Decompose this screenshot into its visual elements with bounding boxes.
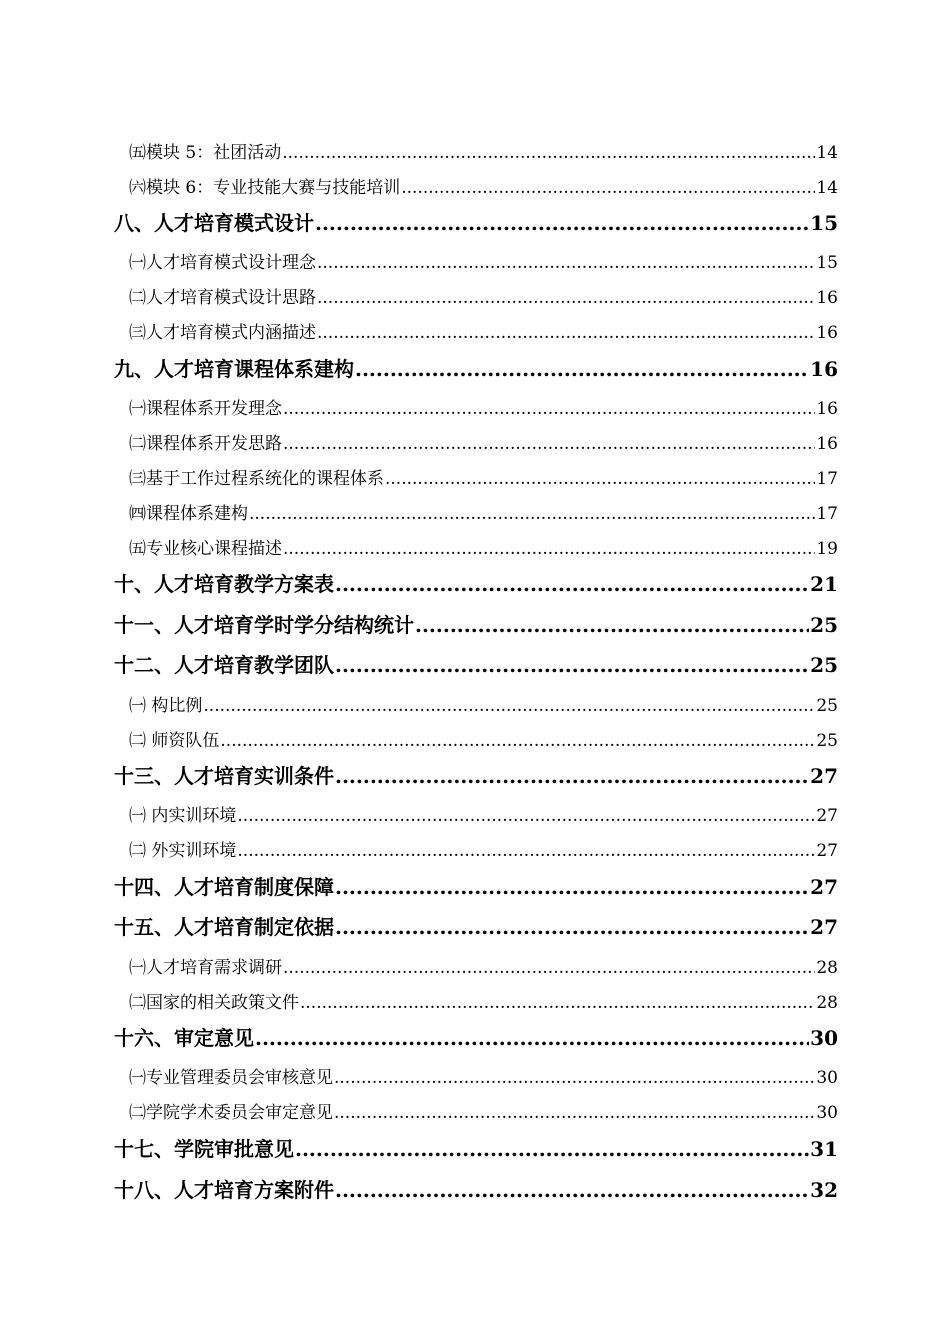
toc-entry-page: 16 bbox=[810, 357, 838, 381]
toc-entry[interactable] bbox=[129, 801, 838, 826]
toc-entry-page: 17 bbox=[816, 504, 838, 524]
toc-entry-title: 十三、人才培育实训条件 bbox=[114, 764, 334, 788]
toc-leader-dots bbox=[401, 178, 815, 198]
toc-entry-title: ㈢基于工作过程系统化的课程体系 bbox=[129, 469, 384, 489]
toc-entry-page: 16 bbox=[816, 323, 838, 343]
toc-entry-title: ㈡ 师资队伍 bbox=[129, 731, 220, 751]
toc-leader-dots bbox=[203, 696, 815, 716]
toc-entry-page: 30 bbox=[816, 1068, 838, 1088]
toc-entry-page: 17 bbox=[816, 469, 838, 489]
toc-entry-title: 十四、人才培育制度保障 bbox=[114, 875, 334, 899]
toc-leader-dots bbox=[315, 211, 809, 235]
toc-entry-title: ㈡国家的相关政策文件 bbox=[129, 993, 299, 1013]
toc-leader-dots bbox=[283, 958, 815, 978]
toc-leader-dots bbox=[295, 1137, 809, 1161]
toc-entry-page: 14 bbox=[816, 178, 838, 198]
toc-leader-dots bbox=[335, 764, 809, 788]
toc-leader-dots bbox=[415, 613, 809, 637]
toc-entry-page: 15 bbox=[810, 211, 838, 235]
toc-entry[interactable] bbox=[114, 609, 838, 638]
toc-entry-title: ㈣课程体系建构 bbox=[129, 504, 248, 524]
toc-entry-title: ㈤模块 5：社团活动 bbox=[129, 143, 282, 163]
toc-entry[interactable] bbox=[114, 568, 838, 597]
toc-entry-title: 八、人才培育模式设计 bbox=[114, 211, 314, 235]
toc-leader-dots bbox=[334, 1103, 815, 1123]
toc-leader-dots bbox=[237, 806, 815, 826]
toc-entry-page: 21 bbox=[810, 572, 838, 596]
toc-entry-title: ㈠ 内实训环境 bbox=[129, 806, 237, 826]
toc-entry-title: 十六、审定意见 bbox=[114, 1026, 254, 1050]
toc-entry[interactable] bbox=[129, 953, 838, 978]
toc-entry-title: ㈢人才培育模式内涵描述 bbox=[129, 323, 316, 343]
toc-leader-dots bbox=[335, 875, 809, 899]
toc-entry[interactable] bbox=[129, 499, 838, 524]
toc-entry-page: 28 bbox=[816, 958, 838, 978]
toc-entry-title: ㈥模块 6：专业技能大赛与技能培训 bbox=[129, 178, 401, 198]
toc-entry-title: ㈠ 构比例 bbox=[129, 696, 203, 716]
toc-leader-dots bbox=[283, 434, 815, 454]
toc-entry-page: 31 bbox=[810, 1137, 838, 1161]
toc-entry-title: ㈤专业核心课程描述 bbox=[129, 539, 282, 559]
toc-entry-page: 15 bbox=[816, 253, 838, 273]
toc-leader-dots bbox=[335, 915, 809, 939]
toc-leader-dots bbox=[385, 469, 815, 489]
toc-entry-page: 28 bbox=[816, 993, 838, 1013]
toc-entry[interactable] bbox=[129, 248, 838, 273]
toc-leader-dots bbox=[255, 1026, 809, 1050]
toc-entry-title: ㈡学院学术委员会审定意见 bbox=[129, 1103, 333, 1123]
toc-entry[interactable] bbox=[129, 691, 838, 716]
toc-entry-page: 30 bbox=[816, 1103, 838, 1123]
toc-entry[interactable] bbox=[129, 318, 838, 343]
toc-leader-dots bbox=[282, 143, 815, 163]
toc-entry[interactable] bbox=[129, 534, 838, 559]
toc-entry-page: 14 bbox=[816, 143, 838, 163]
toc-entry-title: 十二、人才培育教学团队 bbox=[114, 653, 334, 677]
toc-leader-dots bbox=[283, 399, 815, 419]
toc-entry-page: 25 bbox=[810, 613, 838, 637]
toc-entry[interactable] bbox=[129, 836, 838, 861]
toc-entry[interactable] bbox=[129, 173, 838, 198]
toc-entry[interactable] bbox=[114, 1133, 838, 1162]
toc-entry-title: 九、人才培育课程体系建构 bbox=[114, 357, 354, 381]
toc-entry-page: 25 bbox=[816, 696, 838, 716]
toc-entry[interactable] bbox=[114, 1022, 838, 1051]
toc-entry-page: 27 bbox=[810, 875, 838, 899]
toc-entry-title: 十五、人才培育制定依据 bbox=[114, 915, 334, 939]
toc-entry-page: 25 bbox=[816, 731, 838, 751]
toc-entry-page: 27 bbox=[816, 806, 838, 826]
toc-leader-dots bbox=[335, 572, 809, 596]
toc-leader-dots bbox=[283, 539, 815, 559]
toc-entry-page: 16 bbox=[816, 399, 838, 419]
toc-entry-page: 16 bbox=[816, 434, 838, 454]
toc-entry[interactable] bbox=[114, 1174, 838, 1203]
toc-leader-dots bbox=[249, 504, 815, 524]
toc-leader-dots bbox=[317, 323, 815, 343]
toc-leader-dots bbox=[335, 653, 809, 677]
toc-leader-dots bbox=[237, 841, 815, 861]
toc-entry-page: 27 bbox=[810, 915, 838, 939]
toc-entry[interactable] bbox=[129, 394, 838, 419]
toc-entry[interactable] bbox=[129, 1063, 838, 1088]
toc-entry-title: ㈠课程体系开发理念 bbox=[129, 399, 282, 419]
toc-entry-page: 19 bbox=[816, 539, 838, 559]
toc-leader-dots bbox=[335, 1178, 809, 1202]
toc-entry-title: 十、人才培育教学方案表 bbox=[114, 572, 334, 596]
toc-entry-page: 30 bbox=[810, 1026, 838, 1050]
toc-leader-dots bbox=[220, 731, 815, 751]
toc-entry-title: 十七、学院审批意见 bbox=[114, 1137, 294, 1161]
toc-entry[interactable] bbox=[114, 871, 838, 900]
toc-entry-title: ㈡ 外实训环境 bbox=[129, 841, 237, 861]
toc-entry[interactable] bbox=[114, 649, 838, 678]
toc-entry-page: 16 bbox=[816, 288, 838, 308]
toc-entry-page: 25 bbox=[810, 653, 838, 677]
toc-entry-page: 27 bbox=[810, 764, 838, 788]
toc-leader-dots bbox=[300, 993, 815, 1013]
toc-entry-title: ㈠专业管理委员会审核意见 bbox=[129, 1068, 333, 1088]
toc-entry-title: ㈡课程体系开发思路 bbox=[129, 434, 282, 454]
toc-leader-dots bbox=[355, 357, 809, 381]
toc-entry[interactable] bbox=[114, 207, 838, 236]
toc-entry[interactable] bbox=[114, 760, 838, 789]
toc-entry-title: 十八、人才培育方案附件 bbox=[114, 1178, 334, 1202]
toc-entry[interactable] bbox=[114, 353, 838, 382]
toc-entry-title: ㈠人才培育需求调研 bbox=[129, 958, 282, 978]
toc-leader-dots bbox=[317, 253, 815, 273]
toc-entry[interactable] bbox=[114, 911, 838, 940]
toc-entry[interactable] bbox=[129, 138, 838, 163]
toc-entry-page: 32 bbox=[810, 1178, 838, 1202]
toc-leader-dots bbox=[334, 1068, 815, 1088]
toc-entry[interactable] bbox=[129, 988, 838, 1013]
toc-entry-title: 十一、人才培育学时学分结构统计 bbox=[114, 613, 414, 637]
toc-leader-dots bbox=[317, 288, 815, 308]
toc-entry-page: 27 bbox=[816, 841, 838, 861]
toc-entry-title: ㈡人才培育模式设计思路 bbox=[129, 288, 316, 308]
toc-entry[interactable] bbox=[129, 464, 838, 489]
toc-entry[interactable] bbox=[129, 726, 838, 751]
toc-entry[interactable] bbox=[129, 283, 838, 308]
toc-entry[interactable] bbox=[129, 1098, 838, 1123]
toc-entry[interactable] bbox=[129, 429, 838, 454]
toc-entry-title: ㈠人才培育模式设计理念 bbox=[129, 253, 316, 273]
